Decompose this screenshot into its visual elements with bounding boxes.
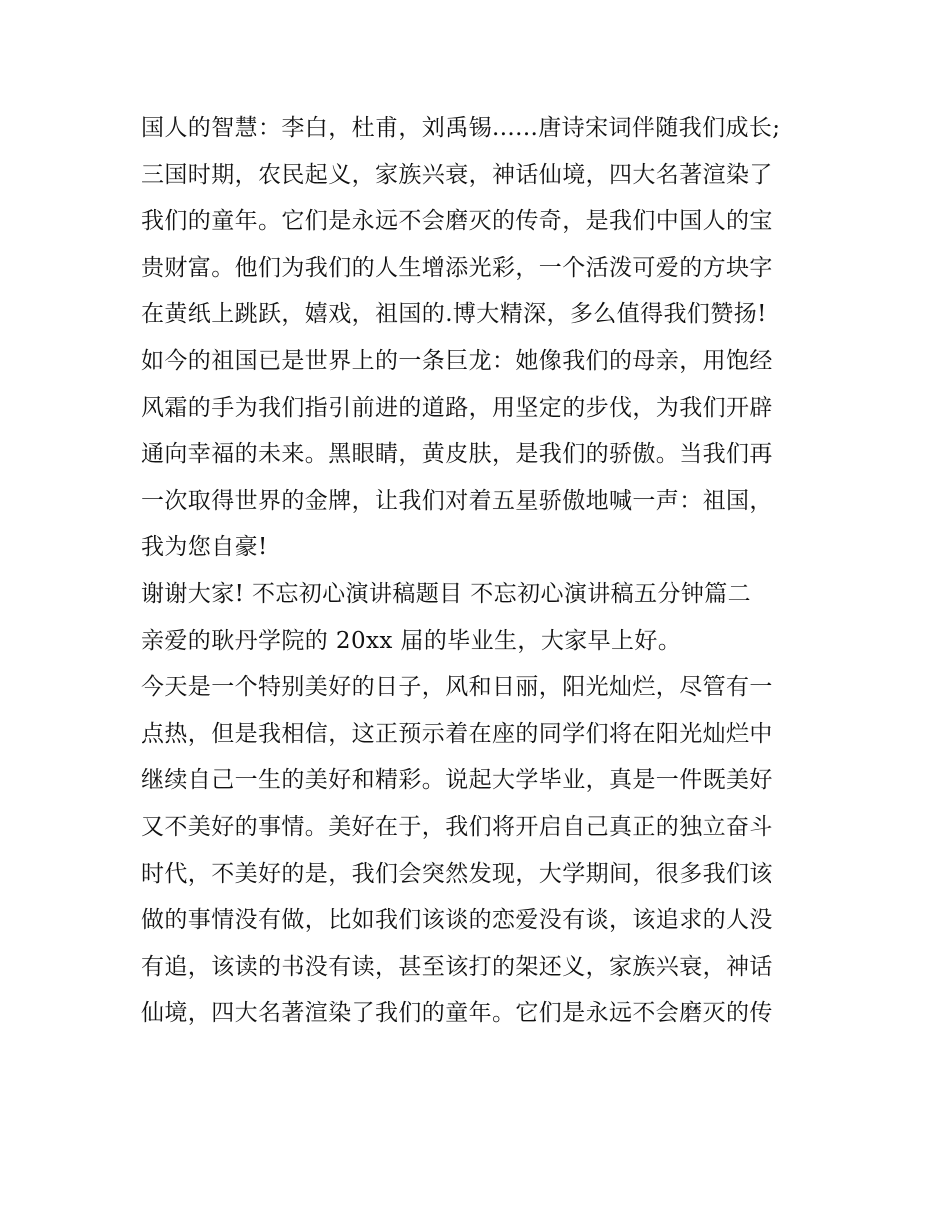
text-line-11: 谢谢大家! 不忘初心演讲稿题目 不忘初心演讲稿五分钟篇二	[141, 580, 752, 607]
text-line-20: 仙境，四大名著渲染了我们的童年。它们是永远不会磨灭的传	[141, 1000, 773, 1027]
text-line-9: 一次取得世界的金牌，让我们对着五星骄傲地喊一声：祖国，	[141, 487, 773, 514]
document-body	[141, 105, 821, 1037]
text-line-1: 国人的智慧：李白，杜甫，刘禹锡......唐诗宋词伴随我们成长;	[141, 115, 781, 141]
text-line-14: 点热，但是我相信，这正预示着在座的同学们将在阳光灿烂中	[141, 720, 773, 747]
text-line-13: 今天是一个特别美好的日子，风和日丽，阳光灿烂，尽管有一	[141, 674, 773, 701]
text-line-3: 我们的童年。它们是永远不会磨灭的传奇，是我们中国人的宝	[141, 208, 773, 235]
text-line-2: 三国时期，农民起义，家族兴衰，神话仙境，四大名著渲染了	[141, 161, 773, 188]
text-line-5: 在黄纸上跳跃，嬉戏，祖国的.博大精深，多么值得我们赞扬!	[141, 301, 767, 328]
text-line-19: 有追，该读的书没有读，甚至该打的架还义，家族兴衰，神话	[141, 953, 773, 980]
text-line-7: 风霜的手为我们指引前进的道路，用坚定的步伐，为我们开辟	[141, 394, 773, 421]
text-line-4: 贵财富。他们为我们的人生增添光彩，一个活泼可爱的方块字	[141, 254, 773, 281]
text-line-16: 又不美好的事情。美好在于，我们将开启自己真正的独立奋斗	[141, 813, 773, 840]
text-line-10: 我为您自豪!	[141, 534, 268, 561]
text-line-8: 通向幸福的未来。黑眼睛，黄皮肤，是我们的骄傲。当我们再	[141, 441, 773, 468]
text-line-12: 亲爱的耿丹学院的 20xx 届的毕业生，大家早上好。	[141, 627, 682, 654]
text-line-6: 如今的祖国已是世界上的一条巨龙：她像我们的母亲，用饱经	[141, 347, 773, 374]
text-line-18: 做的事情没有做，比如我们该谈的恋爱没有谈，该追求的人没	[141, 907, 773, 934]
text-line-17: 时代，不美好的是，我们会突然发现，大学期间，很多我们该	[141, 860, 773, 887]
text-line-15: 继续自己一生的美好和精彩。说起大学毕业，真是一件既美好	[141, 767, 773, 794]
